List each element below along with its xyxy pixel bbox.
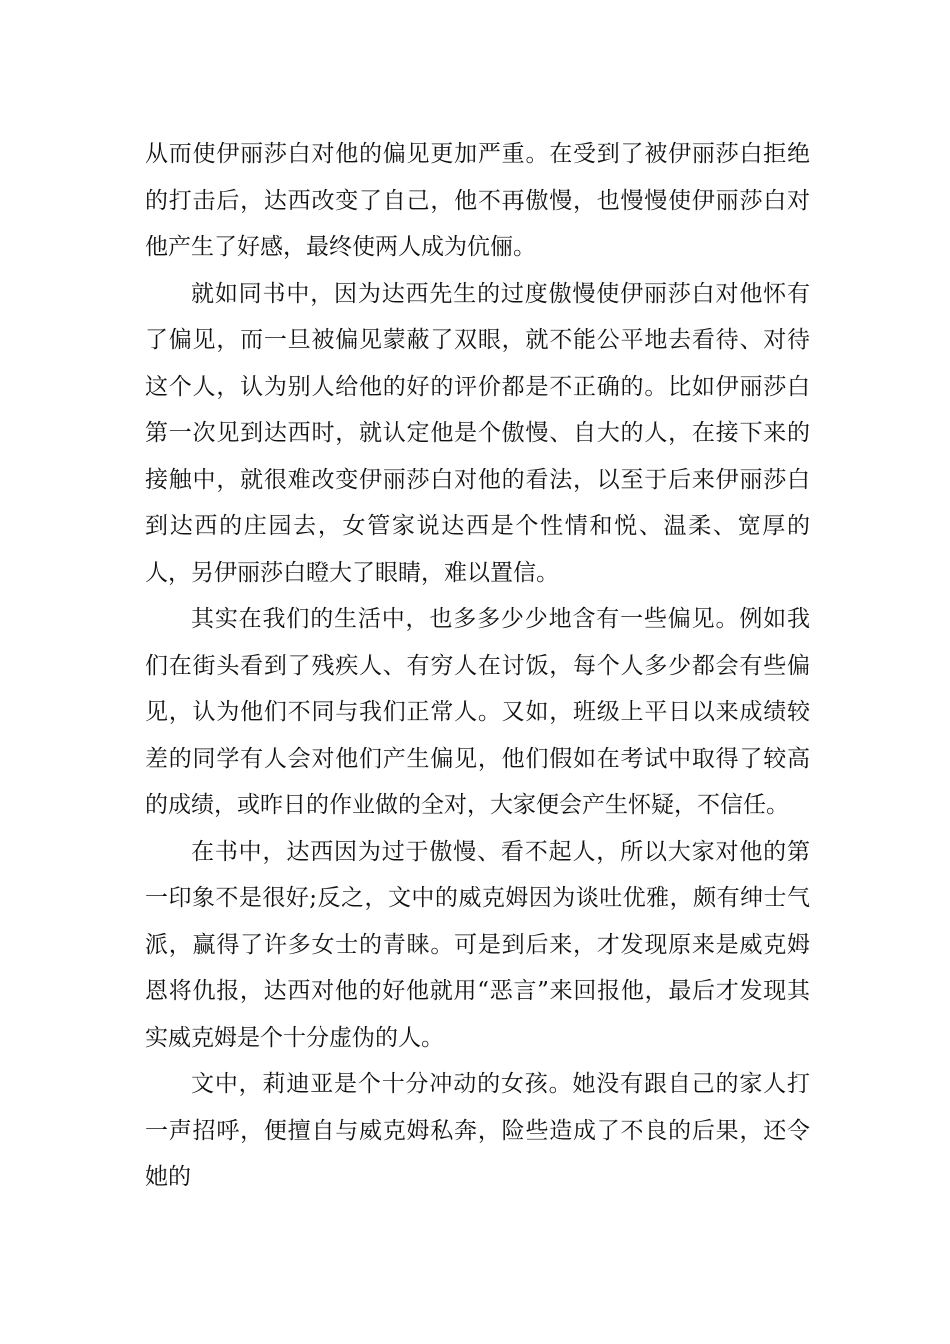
document-body (145, 131, 810, 1201)
paragraph-1: 从而使伊丽莎白对他的偏见更加严重。在受到了被伊丽莎白拒绝的打击后，达西改变了自己，他不再傲慢，也慢慢使伊丽莎白对他产生了好感，最终使两人成为伉俪。 (145, 141, 810, 260)
paragraph-2: 就如同书中，因为达西先生的过度傲慢使伊丽莎白对他怀有了偏见，而一旦被偏见蒙蔽了双眼，就不能公平地去看待、对待这个人，认为别人给他的好的评价都是不正确的。比如伊丽莎白第一次见到达西时，就认定他是个傲慢、自大的人，在接下来的接触中，就很难改变伊丽莎白对他的看法，以至于后来伊丽莎白到达西的庄园去，女管家说达西是个性情和悦、温柔、宽厚的人，另伊丽莎白瞪大了眼睛，难以置信。 (145, 280, 810, 586)
paragraph-4: 在书中，达西因为过于傲慢、看不起人，所以大家对他的第一印象不是很好;反之，文中的威克姆因为谈吐优雅，颇有绅士气派，赢得了许多女士的青睐。可是到后来，才发现原来是威克姆恩将仇报，达西对他的好他就用“恶言”来回报他，最后才发现其实威克姆是个十分虚伪的人。 (145, 838, 810, 1051)
paragraph-5: 文中，莉迪亚是个十分冲动的女孩。她没有跟自己的家人打一声招呼，便擅自与威克姆私奔，险些造成了不良的后果，还令她的 (145, 1071, 810, 1190)
paragraph-3: 其实在我们的生活中，也多多少少地含有一些偏见。例如我们在街头看到了残疾人、有穷人在讨饭，每个人多少都会有些偏见，认为他们不同与我们正常人。又如，班级上平日以来成绩较差的同学有人会对他们产生偏见，他们假如在考试中取得了较高的成绩，或昨日的作业做的全对，大家便会产生怀疑，不信任。 (145, 606, 810, 818)
